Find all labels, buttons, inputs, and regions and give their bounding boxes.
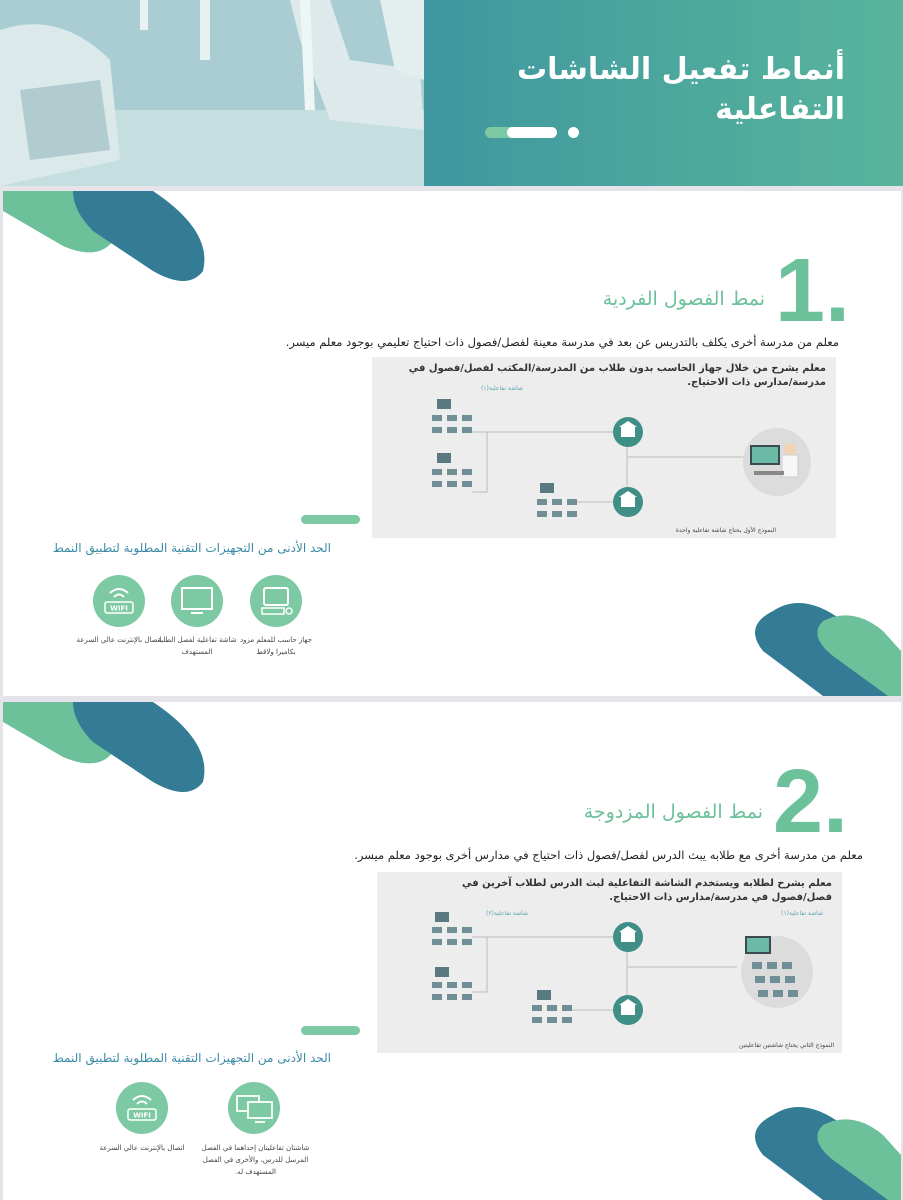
pattern-diagram xyxy=(377,872,842,1053)
pattern-description: معلم من مدرسة أخرى يكلف بالتدريس عن بعد في مدرسة معينة لفصل/فصول ذات احتياج تعليمي بوجود معلم ميسر. xyxy=(285,335,839,349)
svg-text:WIFI: WIFI xyxy=(133,1111,151,1120)
decor-shape-bottom-right xyxy=(713,1085,901,1200)
equipment-heading: الحد الأدنى من التجهيزات التقنية المطلوبة لتطبيق النمط xyxy=(52,541,331,555)
slide-dual-classes xyxy=(3,702,901,1200)
classroom-photo xyxy=(0,0,424,186)
decor-shape-top-left xyxy=(3,702,223,797)
header-banner xyxy=(0,0,903,186)
wifi-icon xyxy=(116,1082,168,1134)
school-node-icon xyxy=(613,922,643,952)
network-diagram xyxy=(377,872,842,1053)
pattern-title: نمط الفصول المزدوجة xyxy=(583,801,763,823)
equipment-label-dual-monitor: شاشتان تفاعليتان إحداهما في الفصل المرسل للدرس، والأخرى في الفصل المستهدف له. xyxy=(201,1144,310,1176)
computer-icon xyxy=(250,575,302,627)
equipment-label-wifi: اتصال بالإنترنت عالي السرعة xyxy=(76,636,162,644)
dual-monitor-icon xyxy=(228,1082,280,1134)
slide-individual-classes xyxy=(3,191,901,696)
pattern-title: نمط الفصول الفردية xyxy=(602,288,765,310)
pattern-number: 2. xyxy=(773,752,849,852)
diagram-title: معلم يشرح من خلال جهاز الحاسب بدون طلاب من المدرسة/المكتب لفصل/فصول في مدرسة/مدارس ذات الاحتياج. xyxy=(408,363,826,388)
screen-label: شاشة تفاعلية(١) xyxy=(780,910,824,917)
pattern-diagram xyxy=(372,357,836,538)
screen-label: شاشة تفاعلية(١) xyxy=(480,385,524,392)
decor-bar xyxy=(301,1026,360,1035)
svg-text:WIFI: WIFI xyxy=(110,604,128,613)
wifi-icon xyxy=(93,575,145,627)
decor-shape-top-left xyxy=(3,191,223,286)
school-node-icon xyxy=(613,487,643,517)
monitor-icon xyxy=(171,575,223,627)
decor-bar xyxy=(301,515,360,524)
pattern-description: معلم من مدرسة أخرى مع طلابه يبث الدرس لفصل/فصول ذات احتياج في مدارس أخرى بوجود معلم ميسر. xyxy=(354,848,863,862)
equipment-label-wifi: اتصال بالإنترنت عالي السرعة xyxy=(99,1144,185,1152)
school-node-icon xyxy=(613,995,643,1025)
diagram-title: معلم يشرح لطلابه ويستخدم الشاشة التفاعلية لبث الدرس لطلاب آخرين في فصل/فصول في مدرسة/مدارس ذات الاحتياج. xyxy=(461,878,832,903)
teacher-classroom-icon xyxy=(741,936,813,1008)
diagram-caption: النموذج الثاني يحتاج شاشتين تفاعليتين xyxy=(738,1042,834,1049)
teacher-computer-icon xyxy=(743,428,811,496)
decor-pill-white xyxy=(507,127,557,138)
equipment-label-monitor: شاشة تفاعلية لفصل الطلبة المستهدف xyxy=(157,636,237,656)
pattern-number: 1. xyxy=(775,241,851,341)
equipment-heading: الحد الأدنى من التجهيزات التقنية المطلوبة لتطبيق النمط xyxy=(52,1051,331,1065)
decor-dot xyxy=(568,127,579,138)
screen-label: شاشة تفاعلية(٢) xyxy=(485,910,529,917)
decor-shape-bottom-right xyxy=(713,581,901,696)
school-node-icon xyxy=(613,417,643,447)
diagram-caption: النموذج الأول يحتاج شاشة تفاعلية واحدة xyxy=(675,527,776,534)
equipment-label-computer: جهاز حاسب للمعلم مزود بكاميرا ولاقط xyxy=(240,636,312,656)
page-title: أنماط تفعيل الشاشات التفاعلية xyxy=(516,52,845,127)
network-diagram xyxy=(372,357,836,538)
